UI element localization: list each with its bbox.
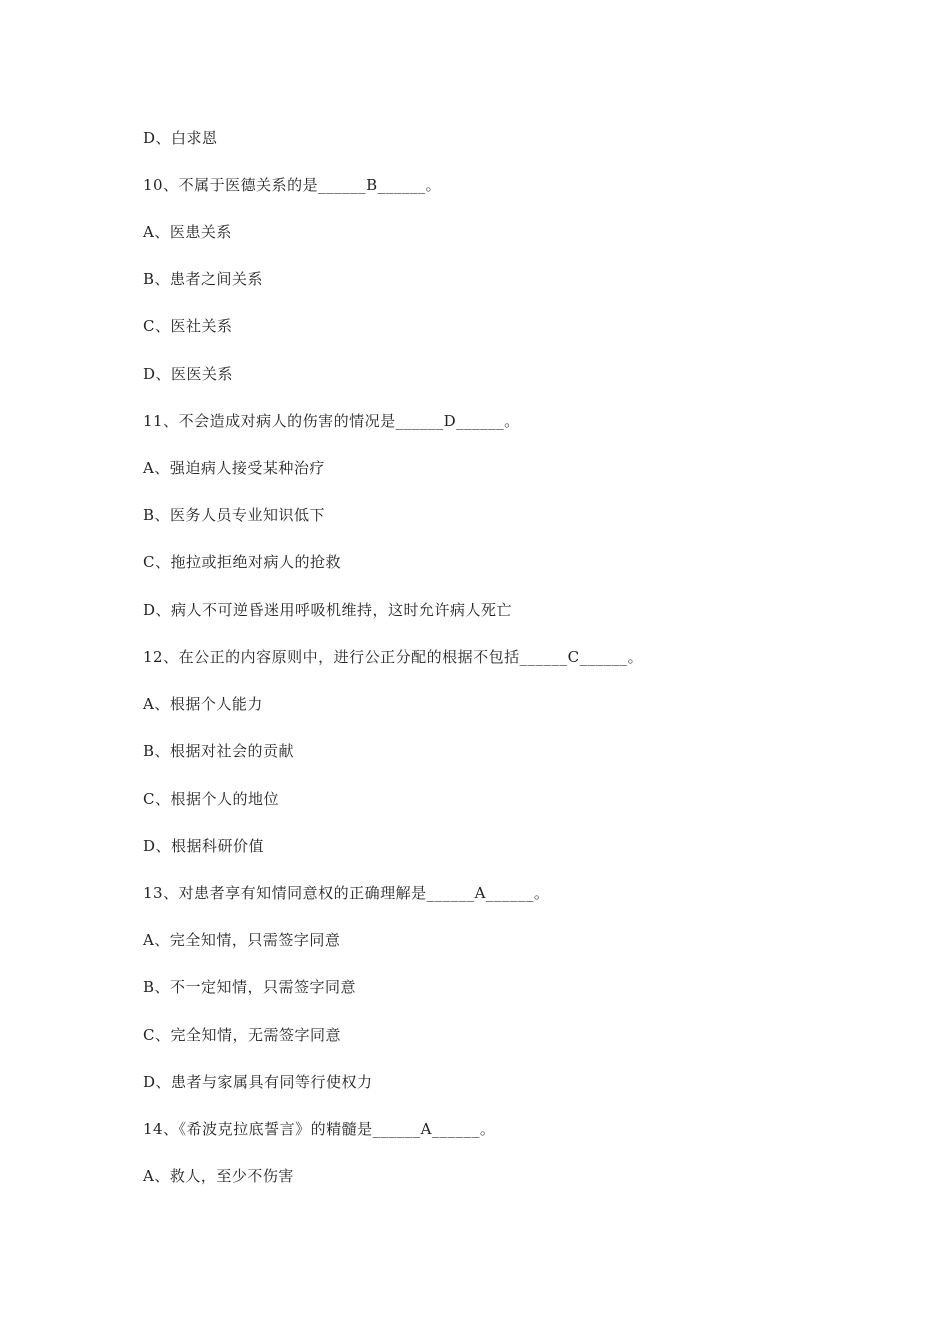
question-line: 12、在公正的内容原则中，进行公正分配的根据不包括______C______。	[143, 648, 644, 666]
option-line: D、医医关系	[143, 365, 234, 383]
option-line: D、病人不可逆昏迷用呼吸机维持，这时允许病人死亡	[143, 601, 513, 619]
option-line: D、白求恩	[143, 129, 218, 147]
option-line: A、强迫病人接受某种治疗	[143, 459, 325, 477]
option-line: C、拖拉或拒绝对病人的抢救	[143, 553, 341, 571]
option-line: C、完全知情，无需签字同意	[143, 1026, 341, 1044]
option-line: B、医务人员专业知识低下	[143, 506, 326, 524]
option-line: A、完全知情，只需签字同意	[143, 931, 341, 949]
question-line: 13、对患者享有知情同意权的正确理解是______A______。	[143, 884, 550, 902]
option-line: B、根据对社会的贡献	[143, 742, 295, 760]
option-line: B、患者之间关系	[143, 270, 264, 288]
option-line: D、根据科研价值	[143, 837, 265, 855]
question-line: 14、《希波克拉底誓言》的精髓是______A______。	[143, 1120, 496, 1138]
question-line: 10、不属于医德关系的是______B______。	[143, 176, 442, 194]
option-line: A、医患关系	[143, 223, 232, 241]
option-line: A、根据个人能力	[143, 695, 263, 713]
option-line: C、医社关系	[143, 317, 233, 335]
option-line: C、根据个人的地位	[143, 790, 279, 808]
option-line: B、不一定知情，只需签字同意	[143, 978, 357, 996]
option-line: D、患者与家属具有同等行使权力	[143, 1073, 373, 1091]
option-line: A、救人，至少不伤害	[143, 1167, 294, 1185]
question-line: 11、不会造成对病人的伤害的情况是______D______。	[143, 412, 520, 430]
